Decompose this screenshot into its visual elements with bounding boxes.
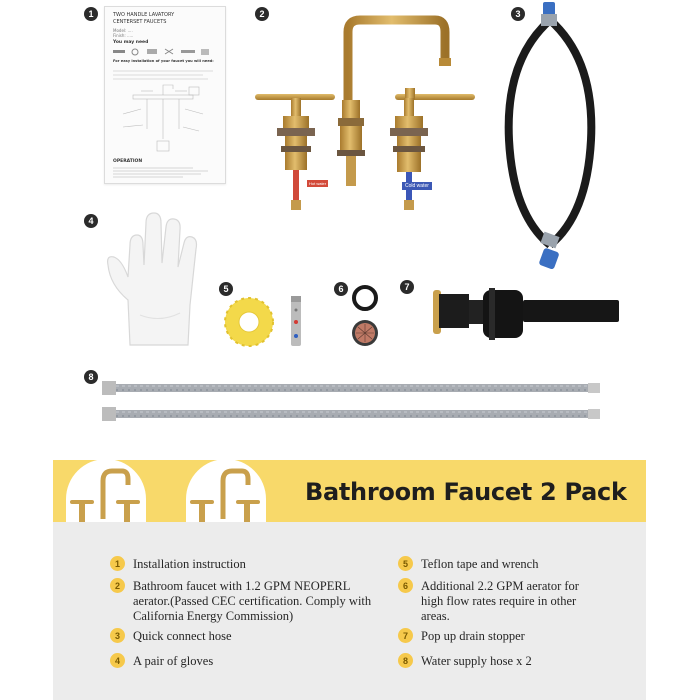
list-item	[398, 654, 598, 669]
cold-water-tag: Cold water	[402, 182, 432, 190]
list-item	[110, 579, 385, 624]
callout-6: 6	[334, 282, 348, 296]
rubber-washer	[352, 285, 378, 311]
number-badge: 3	[110, 628, 125, 643]
number-badge: 2	[110, 578, 125, 593]
faucet-set	[245, 10, 490, 215]
item-text: Pop up drain stopper	[421, 629, 525, 643]
number-badge: 6	[398, 578, 413, 593]
manual-easy-install: For easy installation of your faucet you will need:	[113, 59, 214, 63]
quick-connect-hose	[495, 0, 605, 275]
water-supply-hoses	[100, 378, 605, 424]
aerator	[350, 318, 380, 348]
item-text: Water supply hose x 2	[421, 654, 532, 668]
manual-tool-icons	[113, 47, 213, 57]
manual-finish: Finish: .....	[113, 33, 134, 38]
callout-5: 5	[219, 282, 233, 296]
item-text: Additional 2.2 GPM aerator for high flow rates require in other areas.	[421, 579, 579, 623]
item-text: Bathroom faucet with 1.2 GPM NEOPERL aerator.(Passed CEC certification. Comply with California Energy Commission)	[133, 579, 372, 623]
number-badge: 5	[398, 556, 413, 571]
callout-4: 4	[84, 214, 98, 228]
item-text: Installation instruction	[133, 557, 246, 571]
list-item	[110, 629, 380, 644]
item-text: Quick connect hose	[133, 629, 232, 643]
callout-2: 2	[255, 7, 269, 21]
manual-text-lines	[113, 166, 217, 180]
callout-8: 8	[84, 370, 98, 384]
list-item	[398, 579, 598, 624]
manual-you-may-need: You may need	[113, 40, 149, 45]
hot-water-tag: Hot water	[309, 181, 327, 186]
callout-3: 3	[511, 7, 525, 21]
pop-up-drain	[425, 284, 625, 344]
manual-diagram	[113, 69, 217, 161]
manual-operation: OPERATION	[113, 159, 143, 164]
number-badge: 4	[110, 653, 125, 668]
manual-heading-1: TWO HANDLE LAVATORY	[113, 12, 175, 18]
hex-wrench	[288, 296, 304, 348]
teflon-tape	[222, 295, 277, 350]
instruction-manual	[104, 6, 226, 184]
list-item	[398, 557, 598, 572]
number-badge: 8	[398, 653, 413, 668]
list-item	[398, 629, 598, 644]
item-text: A pair of gloves	[133, 654, 214, 668]
gloves	[100, 205, 215, 350]
callout-7: 7	[400, 280, 414, 294]
callout-1: 1	[84, 7, 98, 21]
item-text: Teflon tape and wrench	[421, 557, 539, 571]
banner-title: Bathroom Faucet 2 Pack	[305, 478, 627, 506]
list-item	[110, 654, 380, 669]
manual-heading-2: CENTERSET FAUCETS	[113, 19, 167, 25]
number-badge: 1	[110, 556, 125, 571]
list-item	[110, 557, 380, 572]
manual-model: Model: ....	[113, 28, 133, 33]
number-badge: 7	[398, 628, 413, 643]
